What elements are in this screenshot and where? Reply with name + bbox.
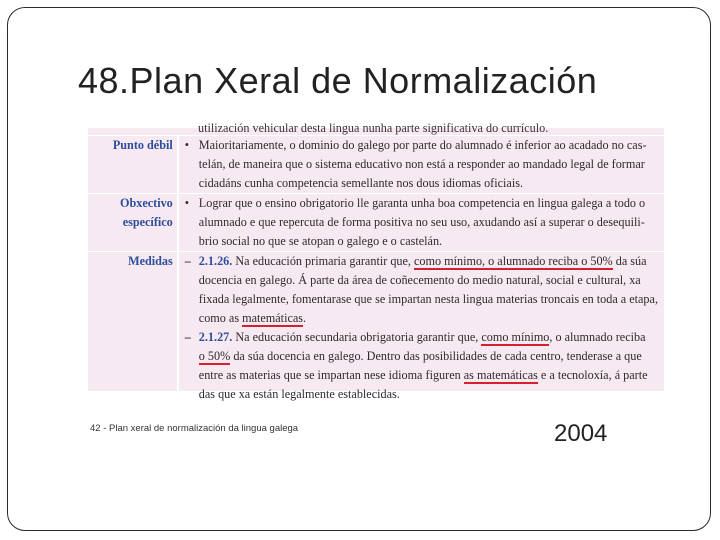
content-line: fixada legalmente, fomentarase que se impartan nesta lingua materias troncais en toda a etapa, [198, 292, 658, 306]
row-content [178, 136, 664, 194]
table-row-medidas [88, 252, 664, 405]
line-text: . [303, 311, 307, 325]
row-label [88, 252, 178, 405]
line-text: e a tecnoloxía, á parte [537, 368, 648, 382]
image-caption: 42 - Plan xeral de normalización da lingua galega [90, 423, 299, 434]
content-line: brio social no que se atopan o galego e o castelán. [198, 234, 443, 248]
table-row-obxectivo [88, 194, 664, 252]
highlighted-text: matemáticas [242, 311, 304, 325]
content-line [185, 194, 658, 213]
year-label: 2004 [554, 420, 608, 447]
content-line: alumnado e que repercuta de forma positiva no seu uso, axudando así a superar o desequili- [198, 215, 645, 229]
measure-2-1-27-line [185, 328, 658, 347]
line-text: Lograr que o ensino obrigatorio lle garanta unha boa competencia en lingua galega a todo o [198, 196, 646, 210]
table-row-punto-debil [88, 136, 664, 194]
row-label [88, 136, 178, 194]
highlighted-text: como mínimo, o alumnado reciba o 50% [414, 254, 613, 268]
line-text: da súa docencia en galego. Dentro das posibilidades de cada centro, tenderase a que [230, 349, 642, 363]
dash: – [184, 330, 191, 344]
bullet: • [184, 138, 190, 152]
line-text: como as [198, 311, 243, 325]
content-line: docencia en galego. Á parte da área de coñecemento do medio natural, social e cultural, xa [198, 273, 641, 287]
label-line: Obxectivo [119, 196, 173, 210]
bullet: • [184, 196, 190, 210]
highlighted-text: o 50% [198, 349, 231, 363]
highlighted-text: as matemáticas [463, 368, 538, 382]
line-text: Maioritariamente, o dominio do galego por parte do alumnado é inferior ao acadado no cas- [198, 138, 647, 152]
label-line: Punto débil [112, 138, 173, 152]
content-line: telán, de maneira que o sistema educativo non está a responder ao mandado legal de formar [198, 157, 645, 171]
label-line: específico [122, 215, 173, 229]
row-content [178, 194, 664, 252]
content-line [185, 347, 658, 366]
row-content [178, 252, 664, 405]
content-line: cidadáns cunha competencia semellante nos dous idiomas oficiais. [198, 176, 524, 190]
slide-title: 48.Plan Xeral de Normalización [78, 60, 598, 101]
highlighted-text: como mínimo [481, 330, 550, 344]
label-line: Medidas [128, 254, 173, 268]
measure-number: 2.1.27. [198, 330, 233, 344]
line-text: , o alumnado reciba [549, 330, 646, 344]
line-text: entre as materias que se impartan nese idioma figuren [198, 368, 464, 382]
content-line: das que xa están legalmente establecidas. [198, 387, 400, 401]
row-label [88, 194, 178, 252]
line-text: da súa [612, 254, 647, 268]
plan-table [88, 135, 664, 404]
content-line [185, 309, 658, 328]
cut-off-line: utilización vehicular desta lingua nunha parte significativa do currículo. [198, 121, 549, 135]
measure-2-1-26-line [185, 252, 658, 271]
measure-number: 2.1.26. [198, 254, 233, 268]
content-line [185, 366, 658, 385]
dash: – [184, 254, 191, 268]
content-line [185, 136, 658, 155]
line-text: Na educación primaria garantir que, [232, 254, 415, 268]
line-text: Na educación secundaria obrigatoria garantir que, [232, 330, 482, 344]
document-excerpt [88, 121, 664, 401]
